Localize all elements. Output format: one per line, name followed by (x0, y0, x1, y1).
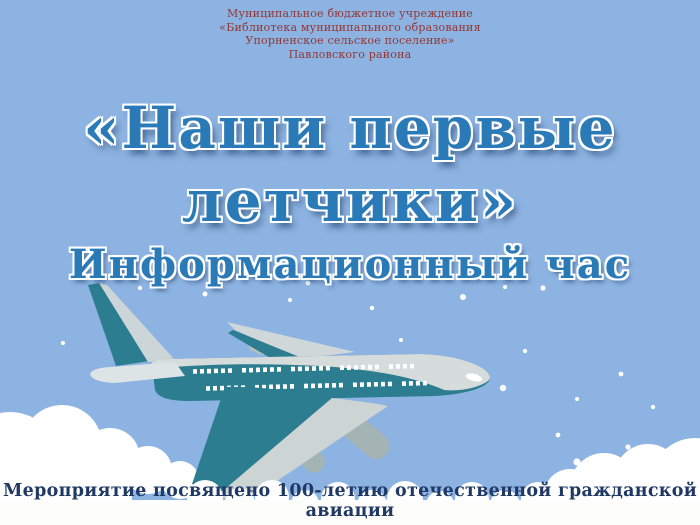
header-line-3: Упорненское сельское поселение» (245, 34, 455, 47)
header-line-2: «Библиотека муниципального образования (219, 20, 481, 34)
title-line-2: летчики» (181, 167, 519, 235)
header-line-4: Павловского района (288, 47, 412, 61)
footer-caption: Мероприятие посвящено 100-летию отечественной гражданской авиации (3, 481, 697, 521)
slide-title (0, 92, 700, 238)
slide-subtitle: Информационный час (68, 241, 632, 288)
tail-fin (88, 283, 175, 366)
title-line-1: «Наши первые (83, 94, 617, 162)
header-line-1: Муниципальное бюджетное учреждение (227, 7, 473, 20)
far-wing (227, 322, 355, 359)
institution-header (0, 7, 700, 61)
